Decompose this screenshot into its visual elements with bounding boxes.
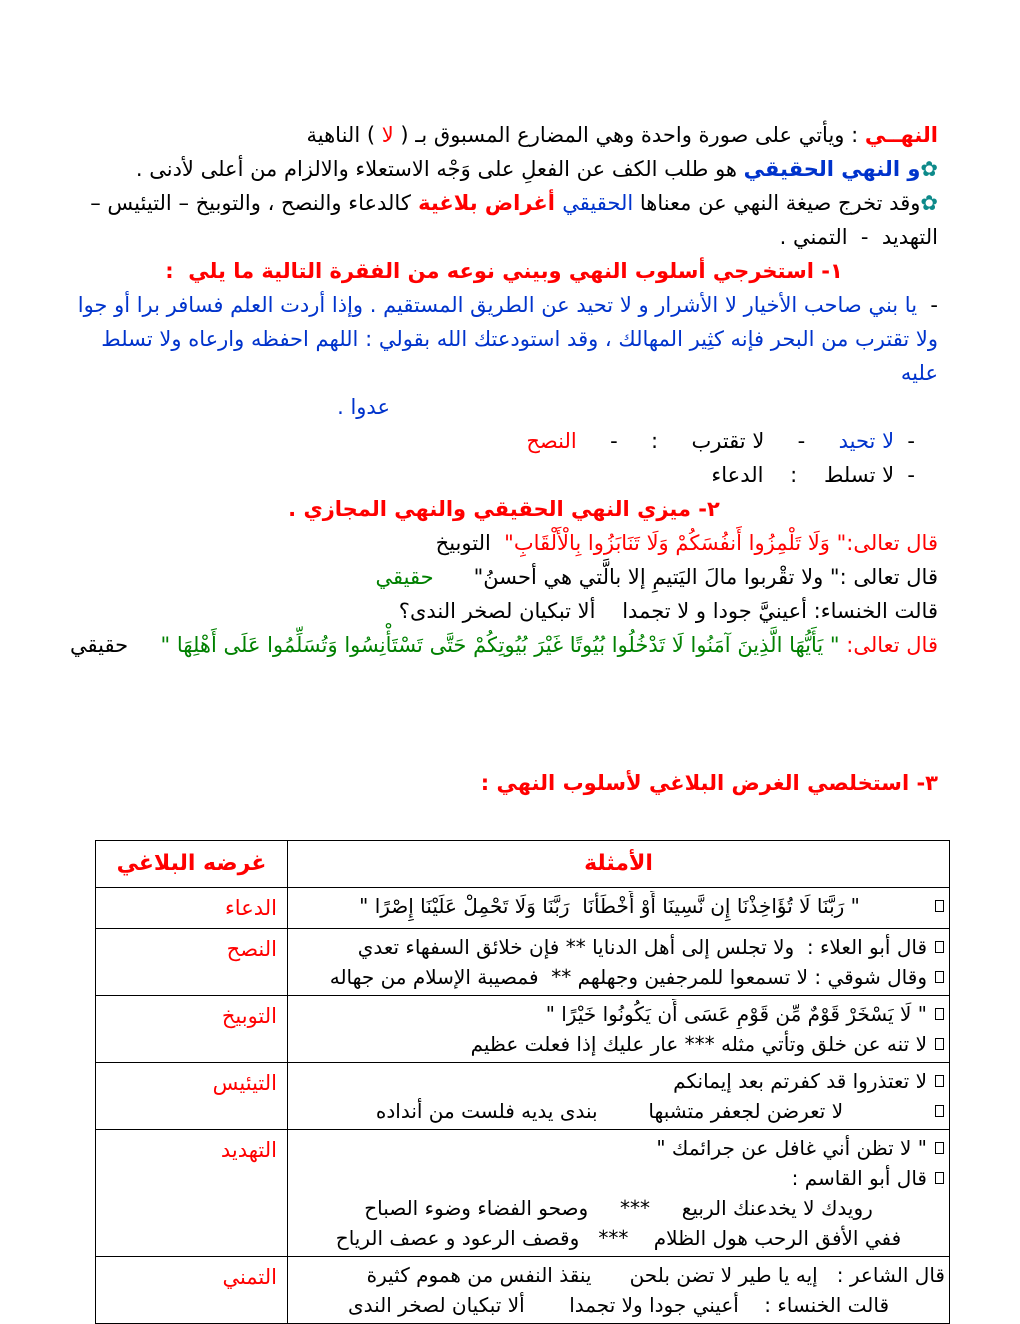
- question-2-title: ٢- ميزي النهي الحقيقي والنهي المجازي .: [288, 497, 720, 521]
- checkbox-marker-icon: [935, 1008, 944, 1020]
- checkbox-marker-icon: [935, 1105, 944, 1117]
- rhetorical-purposes-line: [70, 186, 938, 220]
- header-purpose: غرضه البلاغي: [96, 841, 288, 888]
- example-line: لا تعرضن لجعفر متشبها بندى يديه فلست من أنداده: [292, 1096, 945, 1126]
- table-row: [96, 1257, 950, 1324]
- purpose-cell: النصح: [96, 929, 288, 996]
- purpose-cell: التيئيس: [96, 1063, 288, 1130]
- header-examples: الأمثلة: [288, 841, 950, 888]
- real-nahy-definition: هو طلب الكف عن الفعلِ على وَجْه الاستعلاء والالزام من أعلى لأدنى .: [135, 157, 744, 181]
- definition-text-2: ) الناهية: [306, 123, 382, 147]
- answer-dash: -: [894, 429, 915, 453]
- real-nahy-term: و النهي الحقيقي: [743, 157, 921, 181]
- example-line: " لا تظن أني غافل عن جرائمك ": [292, 1133, 945, 1163]
- example-line: لا تنه عن خلق وتأتي مثله *** عار عليك إذا فعلت عظيم: [292, 1029, 945, 1059]
- verse-4-intro: قال تعالى:: [839, 633, 938, 657]
- verse-4-label: حقيقي: [70, 633, 129, 657]
- real-nahy-line: [70, 152, 938, 186]
- q2-verse-3: قالت الخنساء: أعينيَّ جودا و لا تجمدا ألا تبكيان لصخر الندى؟: [398, 599, 938, 623]
- verse-2-text: قال تعالى :" ولا تقْربوا مالَ اليَتيمِ إلا بالَّتي هي أحسنُ": [473, 565, 938, 589]
- answer-la-tahid: لا تحيد: [838, 429, 895, 453]
- verse-2-label: حقيقي: [375, 565, 474, 589]
- table-row: [96, 888, 950, 929]
- example-line: قال أبو العلاء : ولا تجلس إلى أهل الدنايا ** فإن خلائق السفهاء تعدي: [292, 932, 945, 962]
- examples-cell: [288, 888, 950, 929]
- purpose-table: [95, 840, 950, 1324]
- examples-cell: [288, 1257, 950, 1324]
- examples-cell: [288, 1130, 950, 1257]
- table-header-row: [96, 841, 950, 888]
- verse-1-label: التوبيخ: [435, 531, 505, 555]
- checkbox-marker-icon: [935, 971, 944, 983]
- term-nahy: النهــي: [864, 123, 938, 147]
- q2-verse-4: [70, 628, 938, 662]
- example-line: " رَبَّنَا لَا تُؤَاخِذْنَا إِن نَّسِينَا أَوْ أَخْطَأْنَا رَبَّنَا وَلَا تَحْمِلْ عَلَيْنَا إِصْرًا ": [292, 891, 945, 921]
- table-row: [96, 1130, 950, 1257]
- example-line: وقال شوقي : لا تسمعوا للمرجفين وجهلهم ** فمصيبة الإسلام من جهاله: [292, 962, 945, 992]
- word-haqiqi: الحقيقي: [562, 191, 634, 215]
- example-line: رويدك لا يخدعنك الربيع *** وصحو الفضاء وضوء الصباح: [364, 1196, 873, 1220]
- verse-4-text: [161, 628, 938, 662]
- example-line: " لَا يَسْخَرْ قَوْمٌ مِّن قَوْمٍ عَسَى أَن يَكُونُوا خَيْرًا ": [292, 999, 945, 1029]
- checkbox-marker-icon: [935, 941, 944, 953]
- purpose-cell: التهديد: [96, 1130, 288, 1257]
- q1-answer-2: - لا تسلط : الدعاء: [711, 463, 915, 487]
- example-line: لا تعتذروا قد كفرتم بعد إيمانكم: [292, 1066, 945, 1096]
- dash-bullet: -: [917, 293, 938, 317]
- purpose-cell: الدعاء: [96, 888, 288, 929]
- q1-paragraph-line-2: ولا تقترب من البحر فإنه كثِير المهالك ، وقد استودعتك الله بقولي : اللهم احفظه وارعاه ولا تسلط عليه: [94, 327, 938, 385]
- examples-cell: [288, 996, 950, 1063]
- particle-la: لا: [381, 123, 394, 147]
- q1-paragraph-text-1: يا بني صاحب الأخيار لا الأشرار و لا تحيد عن الطريق المستقيم . وإذا أردت العلم فسافر برا أو جوا: [77, 293, 918, 317]
- q1-paragraph-line-3: عدوا .: [337, 395, 390, 419]
- answer-nush: النصح: [526, 429, 577, 453]
- flower-bullet-icon: ✿: [920, 191, 938, 215]
- checkbox-marker-icon: [935, 1142, 944, 1154]
- question-3-title: ٣- استخلصي الغرض البلاغي لأسلوب النهي :: [480, 771, 938, 795]
- definition-line: [70, 118, 938, 152]
- answer-middle: - لا تقترب : -: [576, 429, 839, 453]
- flower-bullet-icon: ✿: [920, 157, 938, 181]
- example-line: ففي الأفق الرحب هول الظلام *** وقصف الرعود و عصف الرياح: [335, 1226, 902, 1250]
- table-row: [96, 929, 950, 996]
- verse-1-text: قال تعالى:" وَلَا تَلْمِزُوا أَنفُسَكُمْ وَلَا تَنَابَزُوا بِالْأَلْقَابِ": [504, 531, 938, 555]
- q2-verse-2: [70, 560, 938, 594]
- purpose-cell: التوبيخ: [96, 996, 288, 1063]
- examples-cell: [288, 929, 950, 996]
- word-aghrad-balaghiya: أغراض بلاغية: [410, 191, 563, 215]
- definition-text-1: : ويأتي على صورة واحدة وهي المضارع المسبوق بـ (: [393, 123, 865, 147]
- purposes-text-1: وقد تخرج صيغة النهي عن معناها: [633, 191, 921, 215]
- table-row: [96, 996, 950, 1063]
- verse-4-quran: " يَأَيُّهَا الَّذِينَ آمَنُوا لَا تَدْخُلُوا بُيُوتًا غَيْرَ بُيُوتِكُمْ حَتَّى تَسْتَأْنِسُوا وَتُسَلِّمُوا عَلَى أَهْلِهَا ": [160, 633, 840, 657]
- example-line: قالت الخنساء : أعيني جودا ولا تجمدا ألا تبكيان لصخر الندى: [347, 1293, 890, 1317]
- checkbox-marker-icon: [935, 900, 944, 912]
- q1-answer-1: [70, 424, 938, 458]
- purposes-text-2: كالدعاء والنصح ، والتوبيخ – التيئيس –: [90, 191, 411, 215]
- purpose-table-body: [96, 888, 950, 1324]
- example-line: قال أبو القاسم :: [292, 1163, 945, 1193]
- checkbox-marker-icon: [935, 1038, 944, 1050]
- question-1-title: ١- استخرجي أسلوب النهي وبيني نوعه من الفقرة التالية ما يلي :: [165, 259, 843, 283]
- checkbox-marker-icon: [935, 1075, 944, 1087]
- q2-verse-1: [70, 526, 938, 560]
- rhetorical-purposes-line-2: التهديد - التمني .: [779, 225, 938, 249]
- table-row: [96, 1063, 950, 1130]
- purpose-cell: التمني: [96, 1257, 288, 1324]
- example-line: قال الشاعر : إيه يا طير لا تضن بلحن ينقذ النفس من هموم كثيرة: [366, 1263, 945, 1287]
- checkbox-marker-icon: [935, 1172, 944, 1184]
- q1-paragraph-line-1: [70, 288, 938, 322]
- examples-cell: [288, 1063, 950, 1130]
